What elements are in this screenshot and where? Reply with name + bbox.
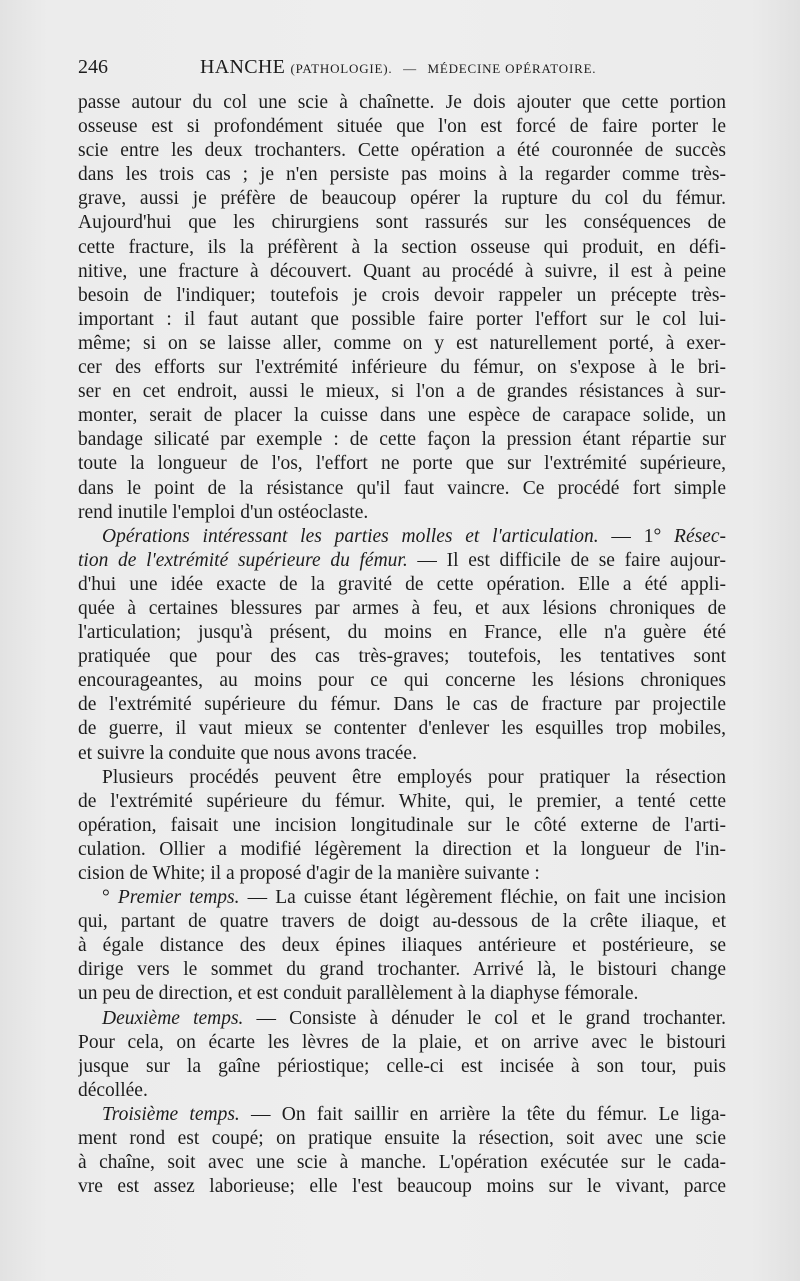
text-line <box>78 1055 726 1079</box>
line-text: — Il est difficile de se faire aujour- <box>407 549 726 571</box>
line-text: nitive, une fracture à découvert. Quant au procédé à suivre, il est à peine <box>78 260 726 282</box>
text-line <box>78 934 726 958</box>
line-text: cision de White; il a proposé d'agir de la manière suivante : <box>78 863 540 884</box>
running-title <box>200 56 596 79</box>
running-header <box>78 56 726 82</box>
line-text: à égale distance des deux épines iliaques antérieure et postérieure, se <box>78 935 726 957</box>
line-text: — Consiste à dénuder le col et le grand trochanter. <box>243 1007 726 1029</box>
text-line <box>78 1151 726 1175</box>
text-line <box>78 525 726 549</box>
line-text: passe autour du col une scie à chaînette. Je dois ajouter que cette portion <box>78 92 726 113</box>
text-line <box>78 838 726 862</box>
line-text: dans le point de la résistance qu'il faut vaincre. Ce procédé fort simple <box>78 477 726 499</box>
header-section: (PATHOLOGIE). <box>290 61 393 76</box>
italic-heading: Deuxième temps. <box>102 1007 244 1029</box>
line-text: qui, partant de quatre travers de doigt au-dessous de la crête iliaque, et <box>78 911 726 933</box>
line-text: — 1° <box>598 525 675 547</box>
line-text: décollée. <box>78 1079 148 1101</box>
line-text: encourageantes, au moins pour ce qui concerne les lésions chroniques <box>78 670 726 692</box>
line-text: dans les trois cas ; je n'en persiste pas moins à la regarder comme très- <box>78 164 726 186</box>
text-line <box>78 910 726 934</box>
text-line <box>78 742 726 766</box>
line-text: cette fracture, ils la préfèrent à la section osseuse qui produit, en défi- <box>78 236 726 258</box>
text-line <box>78 477 726 501</box>
line-text: grave, aussi je préfère de beaucoup opérer la rupture du col du fémur. <box>78 188 726 210</box>
header-separator: — <box>403 61 417 76</box>
line-text: besoin de l'indiquer; toutefois je crois devoir rappeler un précepte très- <box>78 284 726 306</box>
line-text: quée à certaines blessures par armes à feu, et aux lésions chroniques de <box>78 597 726 619</box>
line-text: Aujourd'hui que les chirurgiens sont rassurés sur les conséquences de <box>78 212 726 234</box>
line-text: bandage silicaté par exemple : de cette façon la pression étant répartie sur <box>78 429 726 451</box>
line-text: important : il faut autant que possible faire porter l'effort sur le col lui- <box>78 308 726 330</box>
text-line <box>78 308 726 332</box>
line-text: et suivre la conduite que nous avons tracée. <box>78 742 417 764</box>
line-text: — La cuisse étant légèrement fléchie, on fait une incision <box>239 887 726 909</box>
text-line <box>78 862 726 886</box>
header-subsection: MÉDECINE OPÉRATOIRE. <box>427 61 597 76</box>
italic-heading: Troisième temps. <box>102 1103 240 1125</box>
line-text: osseuse est si profondément située que l'on est forcé de faire porter le <box>78 116 726 138</box>
text-line <box>78 982 726 1006</box>
line-text: l'articulation; jusqu'à présent, du moins en France, elle n'a guère été <box>78 622 726 644</box>
line-text: de l'extrémité supérieure du fémur. Dans le cas de fracture par projectile <box>78 694 726 716</box>
header-title: HANCHE <box>200 56 286 78</box>
line-text: — On fait saillir en arrière la tête du fémur. Le liga- <box>239 1103 726 1125</box>
italic-heading: tion de l'extrémité supérieure du fémur. <box>78 549 408 571</box>
line-text: rend inutile l'emploi d'un ostéoclaste. <box>78 501 369 523</box>
body-text <box>78 91 726 1199</box>
text-line <box>78 549 726 573</box>
text-line <box>78 1175 726 1199</box>
text-line <box>78 91 726 115</box>
line-text: scie entre les deux trochanters. Cette opération a été couronnée de succès <box>78 140 726 162</box>
page-number: 246 <box>78 56 108 78</box>
line-text: un peu de direction, et est conduit parallèlement à la diaphyse fémorale. <box>78 983 639 1005</box>
line-text: cer des efforts sur l'extrémité inférieure du fémur, on s'expose à le bri- <box>78 357 726 379</box>
line-text: ment rond est coupé; on pratique ensuite la résection, soit avec une scie <box>78 1128 726 1150</box>
text-line <box>78 380 726 404</box>
italic-heading: Premier temps. <box>117 887 240 909</box>
line-text: à chaîne, soit avec une scie à manche. L'opération exécutée sur le cada- <box>78 1152 726 1174</box>
text-line <box>78 163 726 187</box>
line-text: ser en cet endroit, aussi le mieux, si l'on a de grandes résistances à sur- <box>78 381 726 403</box>
text-line <box>78 1079 726 1103</box>
text-line <box>78 452 726 476</box>
text-line <box>78 211 726 235</box>
text-line <box>78 886 726 910</box>
line-text: de l'extrémité supérieure du fémur. White, qui, le premier, a tenté cette <box>78 790 726 812</box>
text-line <box>78 236 726 260</box>
text-line <box>78 669 726 693</box>
line-text: Plusieurs procédés peuvent être employés pour pratiquer la résection <box>102 766 726 788</box>
text-line <box>78 332 726 356</box>
text-line <box>78 766 726 790</box>
text-line <box>78 790 726 814</box>
text-line <box>78 501 726 525</box>
line-text: même; si on se laisse aller, comme on y est naturellement porté, à exer- <box>78 332 726 354</box>
line-text: Pour cela, on écarte les lèvres de la plaie, et on arrive avec le bistouri <box>78 1031 726 1053</box>
italic-heading: Résec- <box>674 525 726 547</box>
line-text: pratiquée que pour des cas très-graves; toutefois, les tentatives sont <box>78 646 726 668</box>
line-text: toute la longueur de l'os, l'effort ne porte que sur l'extrémité supérieure, <box>78 453 726 475</box>
text-line <box>78 1031 726 1055</box>
text-line <box>78 356 726 380</box>
line-text: culation. Ollier a modifié légèrement la direction et la longueur de l'in- <box>78 838 726 860</box>
text-line <box>78 597 726 621</box>
text-line <box>78 1007 726 1031</box>
text-line <box>78 958 726 982</box>
text-line <box>78 428 726 452</box>
text-line <box>78 115 726 139</box>
text-line <box>78 404 726 428</box>
text-line <box>78 693 726 717</box>
text-line <box>78 814 726 838</box>
text-line <box>78 717 726 741</box>
line-text: opération, faisait une incision longitudinale sur le côté externe de l'arti- <box>78 814 726 836</box>
text-line <box>78 573 726 597</box>
text-line <box>78 260 726 284</box>
line-text: jusque sur la gaîne périostique; celle-ci est incisée à son tour, puis <box>78 1055 726 1077</box>
italic-heading: Opérations intéressant les parties molles et l'articulation. <box>102 525 599 547</box>
text-line <box>78 1103 726 1127</box>
line-text: monter, serait de placer la cuisse dans une espèce de carapace solide, un <box>78 405 726 427</box>
line-text: d'hui une idée exacte de la gravité de cette opération. Elle a été appli- <box>78 573 726 595</box>
text-line <box>78 284 726 308</box>
text-line <box>78 1127 726 1151</box>
line-text: dirige vers le sommet du grand trochanter. Arrivé là, le bistouri change <box>78 959 726 981</box>
line-text: vre est assez laborieuse; elle l'est beaucoup moins sur le vivant, parce <box>78 1176 726 1198</box>
text-line <box>78 187 726 211</box>
line-text: ° <box>102 887 118 909</box>
text-line <box>78 621 726 645</box>
line-text: de guerre, il vaut mieux se contenter d'enlever les esquilles trop mobiles, <box>78 718 726 740</box>
text-line <box>78 645 726 669</box>
text-line <box>78 139 726 163</box>
